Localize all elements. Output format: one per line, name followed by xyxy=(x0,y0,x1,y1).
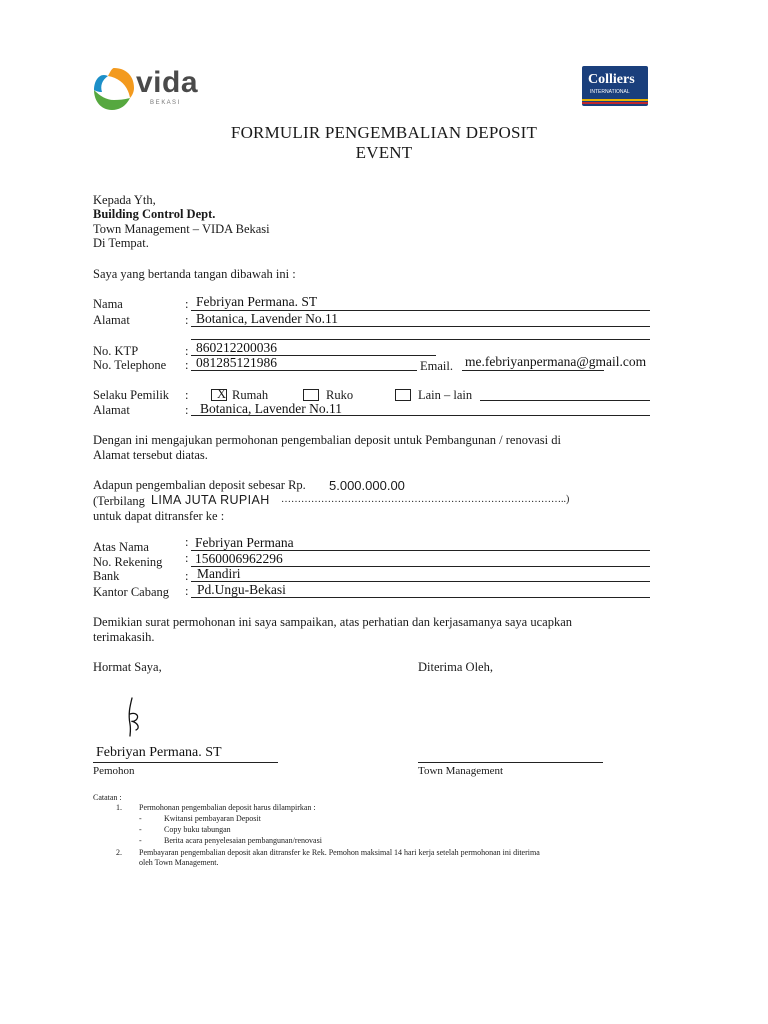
note-2-line1: Pembayaran pengembalian deposit akan ditransfer ke Rek. Pemohon maksimal 14 hari kerja setelah permohonan ini diterima xyxy=(139,848,540,857)
sign-left-name: Febriyan Permana. ST xyxy=(96,745,222,760)
checkbox-ruko[interactable] xyxy=(303,389,319,401)
underline-alamat-3 xyxy=(191,415,650,416)
sign-left-line xyxy=(93,762,278,763)
colliers-logo-subtext: INTERNATIONAL xyxy=(590,89,630,95)
colon: : xyxy=(185,584,189,598)
option-ruko-label: Ruko xyxy=(326,388,354,402)
recipient-line1: Kepada Yth, xyxy=(93,193,156,207)
colon: : xyxy=(185,344,189,358)
sign-right-role: Town Management xyxy=(418,765,504,777)
note-1-item-1: Kwitansi pembayaran Deposit xyxy=(164,814,261,823)
value-kantor-cabang[interactable]: Pd.Ungu-Bekasi xyxy=(197,582,286,597)
note-2-number: 2. xyxy=(116,848,122,857)
value-atas-nama[interactable]: Febriyan Permana xyxy=(195,535,294,550)
label-no-rekening: No. Rekening xyxy=(93,555,163,569)
colliers-logo xyxy=(582,66,648,106)
value-no-rekening[interactable]: 1560006962296 xyxy=(195,551,283,566)
checkbox-rumah-mark: X xyxy=(217,387,227,401)
colon: : xyxy=(185,535,189,549)
note-1-bullet: - xyxy=(139,836,142,845)
value-nama[interactable]: Febriyan Permana. ST xyxy=(196,294,318,309)
note-1-item-3: Berita acara penyelesaian pembangunan/renovasi xyxy=(164,836,322,845)
colon: : xyxy=(185,297,189,311)
label-telephone: No. Telephone xyxy=(93,358,167,372)
colon: : xyxy=(185,313,189,327)
sign-left-role: Pemohon xyxy=(93,765,135,777)
label-alamat: Alamat xyxy=(93,313,130,327)
label-nama: Nama xyxy=(93,297,123,311)
terbilang-value[interactable]: LIMA JUTA RUPIAH xyxy=(151,493,270,507)
signature-scribble xyxy=(118,696,158,742)
label-alamat-2: Alamat xyxy=(93,403,130,417)
underline-email xyxy=(462,370,604,371)
label-ktp: No. KTP xyxy=(93,344,139,358)
note-1-number: 1. xyxy=(116,803,122,812)
label-kantor-cabang: Kantor Cabang xyxy=(93,585,170,599)
sign-right-heading: Diterima Oleh, xyxy=(418,660,493,674)
value-ktp[interactable]: 860212200036 xyxy=(196,340,277,355)
sign-right-line xyxy=(418,762,603,763)
colliers-logo-text: Colliers xyxy=(588,72,635,87)
vida-leaf-icon xyxy=(90,64,138,112)
colliers-logo-stripe-red xyxy=(582,102,648,104)
colon: : xyxy=(185,388,189,402)
colon: : xyxy=(185,569,189,583)
checkbox-lain[interactable] xyxy=(395,389,411,401)
note-1-item-2: Copy buku tabungan xyxy=(164,825,231,834)
notes-heading: Catatan : xyxy=(93,793,122,802)
value-alamat[interactable]: Botanica, Lavender No.11 xyxy=(196,311,338,326)
value-bank[interactable]: Mandiri xyxy=(197,566,241,581)
recipient-line3: Town Management – VIDA Bekasi xyxy=(93,222,270,236)
underline-no-rekening xyxy=(191,566,650,567)
vida-logo-text: vida xyxy=(136,66,199,99)
note-1-text: Permohonan pengembalian deposit harus dilampirkan : xyxy=(139,803,316,812)
underline-alamat xyxy=(191,326,650,327)
colliers-logo-stripe xyxy=(582,99,648,101)
label-selaku-pemilik: Selaku Pemilik xyxy=(93,388,170,402)
value-email[interactable]: me.febriyanpermana@gmail.com xyxy=(465,354,647,369)
vida-logo xyxy=(90,64,220,114)
note-2-line2: oleh Town Management. xyxy=(139,858,219,867)
label-email: Email. xyxy=(420,359,453,373)
underline-kantor-cabang xyxy=(191,597,650,598)
paragraph-1-line2: Alamat tersebut diatas. xyxy=(93,448,208,462)
value-alamat-2[interactable]: Botanica, Lavender No.11 xyxy=(200,401,342,416)
closing-line2: terimakasih. xyxy=(93,630,155,644)
transfer-text: untuk dapat ditransfer ke : xyxy=(93,509,225,523)
underline-lain xyxy=(480,400,650,401)
terbilang-dots: …………………………………………………………………………..) xyxy=(281,494,570,505)
colon: : xyxy=(185,403,189,417)
amount-prefix: Adapun pengembalian deposit sebesar Rp. xyxy=(93,478,306,492)
vida-logo-subtext: B E K A S I xyxy=(150,100,180,106)
recipient-line4: Di Tempat. xyxy=(93,236,149,250)
closing-line1: Demikian surat permohonan ini saya sampaikan, atas perhatian dan kerjasamanya saya ucapkan xyxy=(93,615,572,629)
terbilang-prefix: (Terbilang xyxy=(93,494,145,508)
sign-left-heading: Hormat Saya, xyxy=(93,660,162,674)
colon: : xyxy=(185,358,189,372)
form-title-line1: FORMULIR PENGEMBALIAN DEPOSIT xyxy=(230,123,538,142)
recipient-line2: Building Control Dept. xyxy=(93,207,216,221)
note-1-bullet: - xyxy=(139,814,142,823)
paragraph-1-line1: Dengan ini mengajukan permohonan pengembalian deposit untuk Pembangunan / renovasi di xyxy=(93,433,561,447)
underline-telephone xyxy=(191,370,417,371)
option-lain-label: Lain – lain xyxy=(418,388,473,402)
option-rumah-label: Rumah xyxy=(232,388,269,402)
colon: : xyxy=(185,551,189,565)
label-bank: Bank xyxy=(93,569,120,583)
amount-value[interactable]: 5.000.000.00 xyxy=(329,478,405,493)
value-telephone[interactable]: 081285121986 xyxy=(196,355,277,370)
form-title-line2: EVENT xyxy=(355,143,413,162)
label-atas-nama: Atas Nama xyxy=(93,540,149,554)
intro-text: Saya yang bertanda tangan dibawah ini : xyxy=(93,267,296,281)
note-1-bullet: - xyxy=(139,825,142,834)
